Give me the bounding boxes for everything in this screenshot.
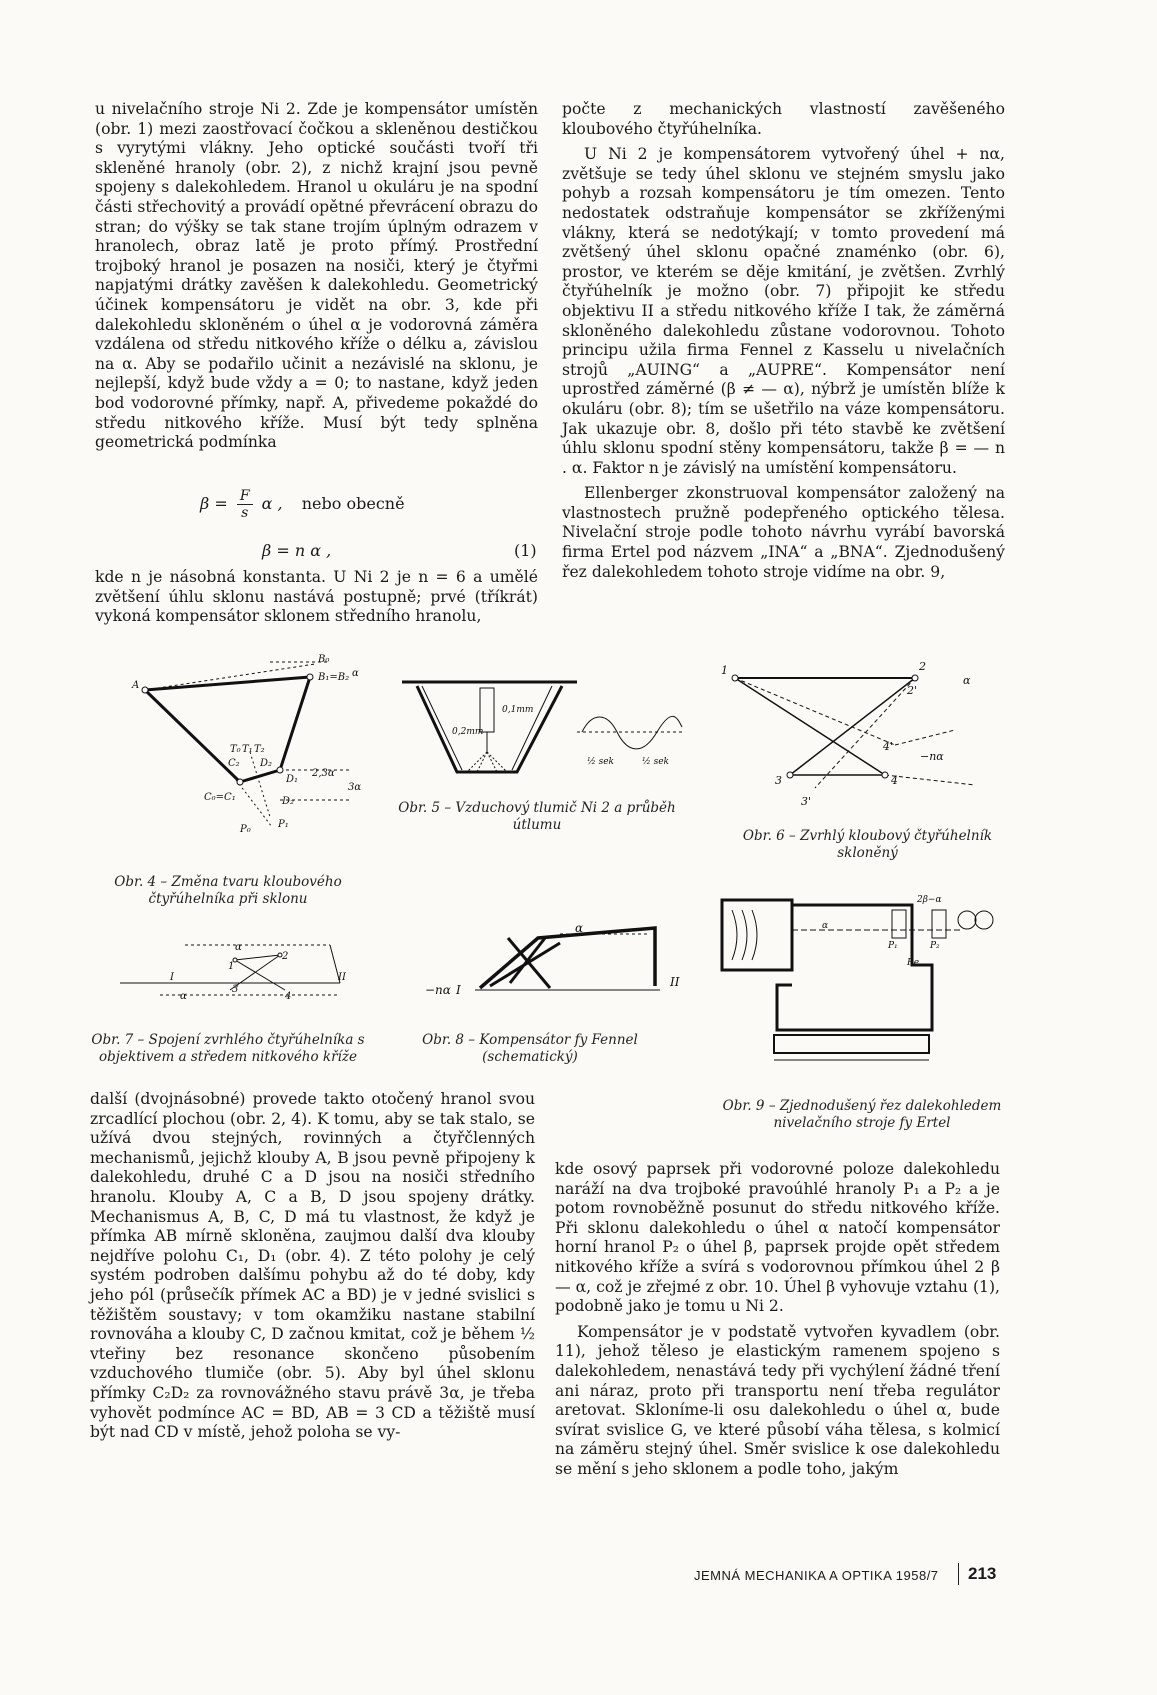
label-2: 2 [282,951,289,962]
label-T0: T₀ [230,744,241,755]
label-D2-top: D₂ [260,758,273,769]
label-P1: P₁ [888,941,898,951]
label-P0: P₀ [240,824,251,835]
label-2: 2 [919,660,926,673]
formula-2-number: (1) [514,541,537,560]
label-23alpha: 2,3α [312,768,335,779]
figure-8-diagram [420,918,690,1008]
label-A: A [132,680,140,691]
paragraph: u nivelačního stroje Ni 2. Zde je kompensátor umístěn (obr. 1) mezi zaostřovací čočkou a skleněnou destičkou s vyrytými vlákny. Jeho optické součásti tvoří tři skleněné hranoly (obr. 2), z nichž krajní jsou pevně spojeny s dalekohledem. Hranol u okuláru je na spodní části střechovitý a provádí opětné převrácení obrazu do stran; do výšky se tak stane trojím úplným odrazem v hranolech, obraz latě je proto přímý. Prostřední trojboký hranol je posazen na nosiči, který je čtyřmi napjatými drátky zavěšen k dalekohledu. Geometrický účinek kompensátoru je vidět na obr. 3, kde při dalekohledu skloněném o úhel α je vodorovná záměra vzdálena od středu nitkového kříže o délku a, závislou na α. Aby se podařilo učinit a nezávislé na sklonu, je nejlepší, když bude vždy a = 0; to nastane, když jeden bod vodorovné přímky, např. A, přivedeme pokaždé do středu nitkového kříže. Musí být tedy splněna geometrická podmínka [95,100,538,452]
label-1: 1 [228,961,235,972]
label-02mm: 0,2mm [452,727,484,737]
formula-1 [200,488,405,521]
footer-divider [958,1563,959,1585]
paragraph: Kompensátor je v podstatě vytvořen kyvadlem (obr. 11), jehož těleso je elastickým ramenem spojeno s dalekohledem, nenastává tedy při vychýlení žádné tření ani náraz, proto při transportu není třeba regulátor aretovat. Skloníme-li osu dalekohledu o úhel α, bude svírat svislice G, ve které působí váha tělesa, s kolmicí na záměru stejný úhel. Směr svislice k ose dalekohledu se mění s jeho sklonem a podle toho, jakým [555,1322,1000,1478]
label-minus-n-alpha: −nα [920,750,944,763]
label-T2: T₂ [254,744,265,755]
formula-1-denominator: s [241,505,249,521]
label-II: II [338,972,346,983]
label-T1: T₁ [242,744,253,755]
label-alpha: α [575,921,584,935]
formula-2-expr: β = n α , [262,541,332,560]
page-number: 213 [968,1564,997,1583]
label-minus-n-alpha: −nα [425,983,451,997]
paragraph: U Ni 2 je kompensátorem vytvořený úhel + nα, zvětšuje se tedy úhel sklonu ve stejném smyslu jako pohyb a rozsah kompensátoru je tím omezen. Tento nedostatek odstraňuje kompensátor se zkříženými vlákny, která se nedotýkají; v tomto provedení má zvětšený úhel sklonu opačné znaménko (obr. 6), prostor, ve kterém se děje kmitání, je zvětšen. Zvrhlý čtyřúhelník je možno (obr. 7) připojit ke středu objektivu II a středu nitkového kříže I tak, že záměrná skloněného dalekohledu zůstane vodorovnou. Tohoto principu užila firma Fennel z Kasselu u nivelačních strojů „AUING“ a „AUPRE“. Kompensátor není uprostřed záměrné (β ≠ — α), nýbrž je umístěn blíže k okuláru (obr. 8); tím se ušetřilo na váze kompensátoru. Jak ukazuje obr. 8, došlo při této stavbě ke zvětšení úhlu sklonu spodní stěny kompensátoru, takže β = — n . α. Faktor n je závislý na umístění kompensátoru. [562,145,1005,477]
label-4: 4 [285,991,292,1002]
label-C0C1: C₀=C₁ [204,792,236,803]
paragraph: kde osový paprsek při vodorovné poloze dalekohledu naráží na dva trojboké pravoúhlé hranoly P₁ a P₂ a je potom rovnoběžně posunut do středu nitkového kříže. Při sklonu dalekohledu o úhel α natočí kompensátor horní hranol P₂ o úhel β, paprsek projde opět středem nitkového kříže a svírá s vodorovnou přímkou úhel 2 β — α, což je zřejmé z obr. 10. Úhel β vyhovuje vztahu (1), podobně jako je tomu u Ni 2. [555,1160,1000,1316]
left-column-top [95,100,538,453]
figure-4-diagram [120,652,370,852]
figure-9-diagram [712,890,1012,1080]
figure-7-caption: Obr. 7 – Spojení zvrhlého čtyřúhelníka s objektivem a středem nitkového kříže [91,1032,365,1065]
label-alpha-bottom: α [180,991,187,1002]
label-D1: D₁ [286,774,299,785]
label-4: 4 [891,774,898,787]
label-3: 3 [775,774,782,787]
label-half-sec-2: ½ sek [642,757,669,767]
label-C2: C₂ [228,758,240,769]
right-column-bottom [555,1160,1000,1480]
formula-1-lhs: β = [200,494,228,513]
label-3: 3 [232,984,239,995]
label-3alpha: 3α [348,782,362,793]
journal-footer: JEMNÁ MECHANIKA A OPTIKA 1958/7 [694,1568,939,1583]
figure-6-caption: Obr. 6 – Zvrhlý kloubový čtyřúhelník skloněný [742,828,993,861]
label-II: II [670,975,680,989]
figure-9-caption: Obr. 9 – Zjednodušený řez dalekohledem nivelačního stroje fy Ertel [722,1098,1002,1131]
label-Re: Re [907,958,920,968]
label-alpha: α [963,674,971,687]
label-3prime: 3' [801,795,812,808]
paragraph: další (dvojnásobné) provede takto otočený hranol svou zrcadlící plochou (obr. 2, 4). K tomu, aby se tak stalo, se užívá dvou stejných, rovinných a čtyřčlenných mechanismů, jejichž klouby A, B jsou pevně připojeny k dalekohledu, druhé C a D jsou na nosiči středního hranolu. Klouby A, C a B, D jsou spojeny drátky. Mechanismus A, B, C, D má tu vlastnost, že když je přímka AB mírně skloněna, zaujmou další dva klouby nejdříve polohu C₁, D₁ (obr. 4). Z této polohy je celý systém podroben dalšímu pohybu až do té doby, kdy jeho pól (průsečík přímek AC a BD) je v jedné svislici s těžištěm soustavy; v tom okamžiku nastane stabilní rovnováha a klouby C, D začnou kmitat, což je během ½ vteřiny bez resonance skončeno působením vzduchového tlumiče (obr. 5). Aby byl úhel sklonu přímky C₂D₂ za rovnovážného stavu právě 3α, je třeba vyhovět podmínce AC = BD, AB = 3 CD a těžiště musí být nad CD v místě, jehož poloha se vy- [90,1090,535,1442]
figure-6-diagram [715,660,1025,810]
label-4prime: 4' [883,740,894,753]
formula-1-rhs: α , [261,494,283,513]
figure-7-diagram [110,935,360,1015]
label-B1B2: B₁=B₂ [318,672,350,683]
label-P1: P₁ [278,819,289,830]
label-B0: B₀ [318,654,330,665]
formula-1-fraction [237,488,253,521]
label-2prime: 2' [907,684,918,697]
label-I: I [170,972,174,983]
label-alpha: α [352,668,359,679]
label-01mm: 0,1mm [502,705,534,715]
label-alpha: α [822,921,829,931]
left-column-bottom [90,1090,535,1443]
figure-8-caption: Obr. 8 – Kompensátor fy Fennel (schematický) [422,1032,638,1065]
label-I: I [456,983,461,997]
label-P2: P₂ [930,941,940,951]
left-column-after-formula [95,568,538,627]
paragraph: kde n je násobná konstanta. U Ni 2 je n = 6 a umělé zvětšení úhlu sklonu nastává postupně; prvé (tříkrát) vykoná kompensátor sklonem středního hranolu, [95,568,538,626]
label-alpha-top: α [235,942,242,953]
label-1: 1 [721,664,728,677]
label-D2: D₂ [282,796,295,807]
paragraph: Ellenberger zkonstruoval kompensátor založený na vlastnostech pružně podepřeného optického tělesa. Nivelační stroje podle tohoto návrhu vyrábí bavorská firma Ertel pod názvem „INA“ a „BNA“. Zjednodušený řez dalekohledem tohoto stroje vidíme na obr. 9, [562,484,1005,581]
paragraph: počte z mechanických vlastností zavěšeného kloubového čtyřúhelníka. [562,100,1005,138]
figure-4-caption: Obr. 4 – Změna tvaru kloubového čtyřúhelníka při sklonu [114,874,342,907]
right-column-top [562,100,1005,582]
label-2beta-minus-alpha: 2β−α [917,895,942,905]
formula-2 [262,541,331,560]
figure-5-caption: Obr. 5 – Vzduchový tlumič Ni 2 a průběh útlumu [398,800,676,833]
formula-1-tail: nebo obecně [301,494,405,513]
label-half-sec-1: ½ sek [587,757,614,767]
formula-1-numerator: F [237,488,253,505]
figure-5-diagram [392,672,692,792]
